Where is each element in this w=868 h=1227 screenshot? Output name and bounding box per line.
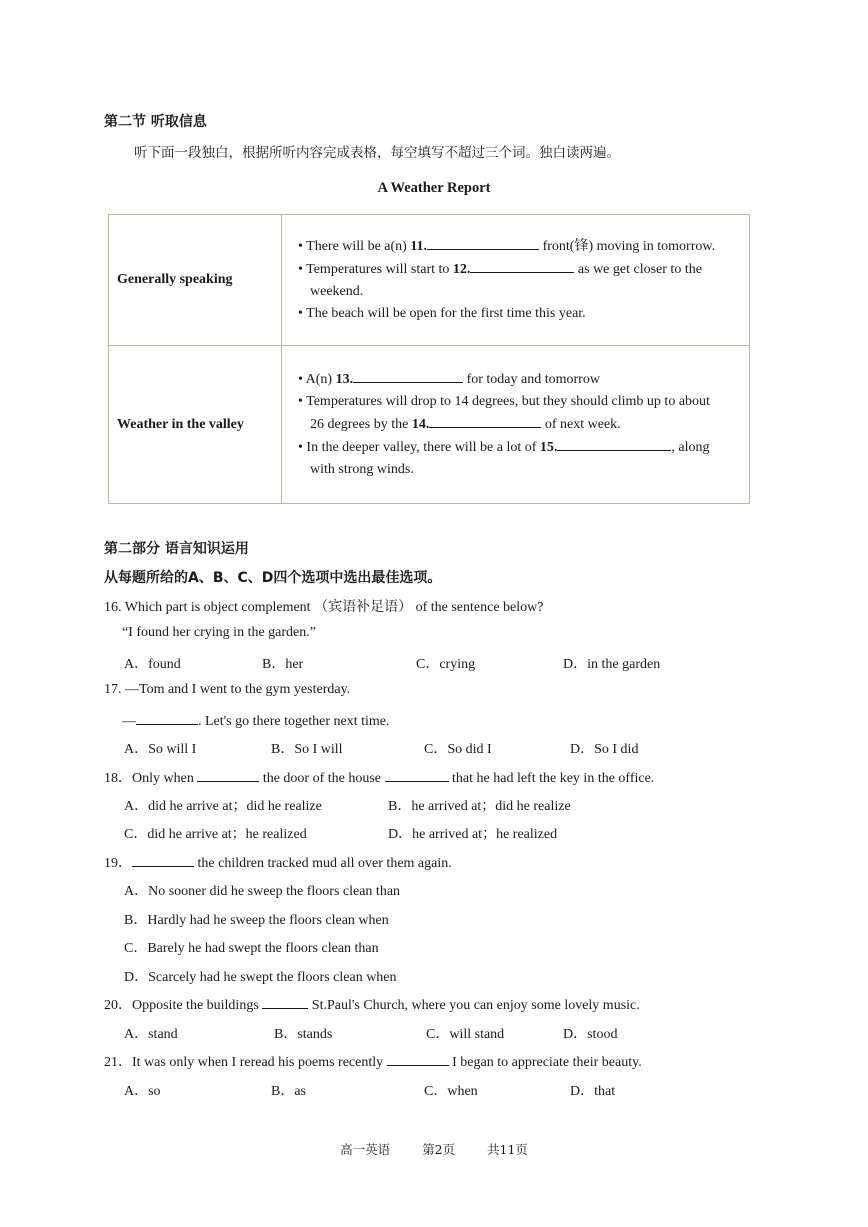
q21-option-c[interactable]: C．when	[424, 1084, 478, 1099]
q21-option-b[interactable]: B．as	[271, 1084, 306, 1099]
q17-option-b[interactable]: B．So I will	[271, 742, 343, 757]
q21-option-d[interactable]: D．that	[570, 1084, 616, 1099]
question-18-stem: 18．Only when the door of the house that he had left the key in the office.	[104, 767, 654, 787]
question-19-stem: 19． the children tracked mud all over them again.	[104, 852, 452, 872]
page-footer	[0, 1140, 868, 1158]
table-row	[109, 215, 750, 346]
question-20-stem: 20．Opposite the buildings St.Paul's Church, where you can enjoy some lovely music.	[104, 994, 640, 1014]
footer-page-number: 第2页	[422, 1142, 456, 1157]
weather-report-table	[108, 214, 750, 504]
answer-blank[interactable]	[136, 710, 198, 725]
part-instruction: 从每题所给的A、B、C、D四个选项中选出最佳选项。	[104, 570, 442, 586]
q18-option-b[interactable]: B．he arrived at；did he realize	[388, 799, 571, 814]
question-16-quote: “I found her crying in the garden.”	[122, 625, 316, 640]
q18-option-a[interactable]: A．did he arrive at；did he realize	[124, 799, 322, 814]
answer-blank[interactable]	[197, 767, 259, 782]
question-16-stem: 16. Which part is object complement （宾语补足语） of the sentence below?	[104, 600, 544, 615]
row-content	[282, 215, 750, 346]
bullet-item: • A(n) 13. for today and tomorrow	[294, 368, 741, 391]
answer-blank-13[interactable]	[353, 368, 463, 383]
question-21-stem: 21．It was only when I reread his poems recently I began to appreciate their beauty.	[104, 1051, 642, 1071]
section-heading: 第二节 听取信息	[104, 114, 207, 130]
answer-blank-14[interactable]	[429, 413, 541, 428]
q19-option-b[interactable]: B．Hardly had he sweep the floors clean when	[124, 913, 389, 928]
row-label: Generally speaking	[109, 215, 282, 346]
bullet-item: • The beach will be open for the first time this year.	[298, 306, 586, 321]
table-title: A Weather Report	[377, 180, 491, 196]
q20-option-c[interactable]: C．will stand	[426, 1027, 505, 1042]
answer-blank[interactable]	[262, 994, 308, 1009]
bullet-item: • In the deeper valley, there will be a lot of 15. , along with strong winds.	[294, 436, 741, 481]
q21-option-a[interactable]: A．so	[124, 1084, 161, 1099]
bullet-item: • Temperatures will drop to 14 degrees, but they should climb up to about 26 degrees by the 14. of next week.	[298, 394, 710, 432]
answer-blank-11[interactable]	[427, 235, 539, 250]
q18-option-c[interactable]: C．did he arrive at；he realized	[124, 827, 307, 842]
q19-option-c[interactable]: C．Barely he had swept the floors clean than	[124, 941, 379, 956]
q17-option-c[interactable]: C．So did I	[424, 742, 492, 757]
bullet-item: • There will be a(n) 11. front(锋) moving in tomorrow.	[294, 235, 741, 258]
q18-option-d[interactable]: D．he arrived at；he realized	[388, 827, 558, 842]
question-17-stem: 17. —Tom and I went to the gym yesterday.	[104, 682, 351, 697]
answer-blank[interactable]	[132, 852, 194, 867]
bullet-item: • Temperatures will start to 12. as we get closer to the weekend.	[294, 258, 741, 303]
q19-option-a[interactable]: A．No sooner did he sweep the floors clean than	[124, 884, 401, 899]
answer-blank-15[interactable]	[557, 436, 671, 451]
answer-blank-12[interactable]	[470, 258, 574, 273]
table-row	[109, 346, 750, 504]
q16-option-c[interactable]: C．crying	[416, 657, 476, 672]
footer-total-pages: 共11页	[487, 1142, 528, 1157]
section-instruction: 听下面一段独白，根据所听内容完成表格，每空填写不超过三个词。独白读两遍。	[134, 145, 620, 161]
row-label: Weather in the valley	[109, 346, 282, 504]
q16-option-d[interactable]: D．in the garden	[563, 657, 661, 672]
answer-blank[interactable]	[387, 1051, 449, 1066]
q16-option-b[interactable]: B．her	[262, 657, 304, 672]
q17-option-d[interactable]: D．So I did	[570, 742, 639, 757]
answer-blank[interactable]	[385, 767, 449, 782]
q19-option-d[interactable]: D．Scarcely had he swept the floors clean when	[124, 970, 397, 985]
question-17-reply: — . Let's go there together next time.	[122, 710, 389, 730]
q20-option-d[interactable]: D．stood	[563, 1027, 618, 1042]
part-heading: 第二部分 语言知识运用	[104, 541, 249, 557]
q20-option-a[interactable]: A．stand	[124, 1027, 178, 1042]
footer-subject: 高一英语	[340, 1142, 391, 1157]
q17-option-a[interactable]: A．So will I	[124, 742, 197, 757]
q16-option-a[interactable]: A．found	[124, 657, 181, 672]
q20-option-b[interactable]: B．stands	[274, 1027, 333, 1042]
row-content	[282, 346, 750, 504]
